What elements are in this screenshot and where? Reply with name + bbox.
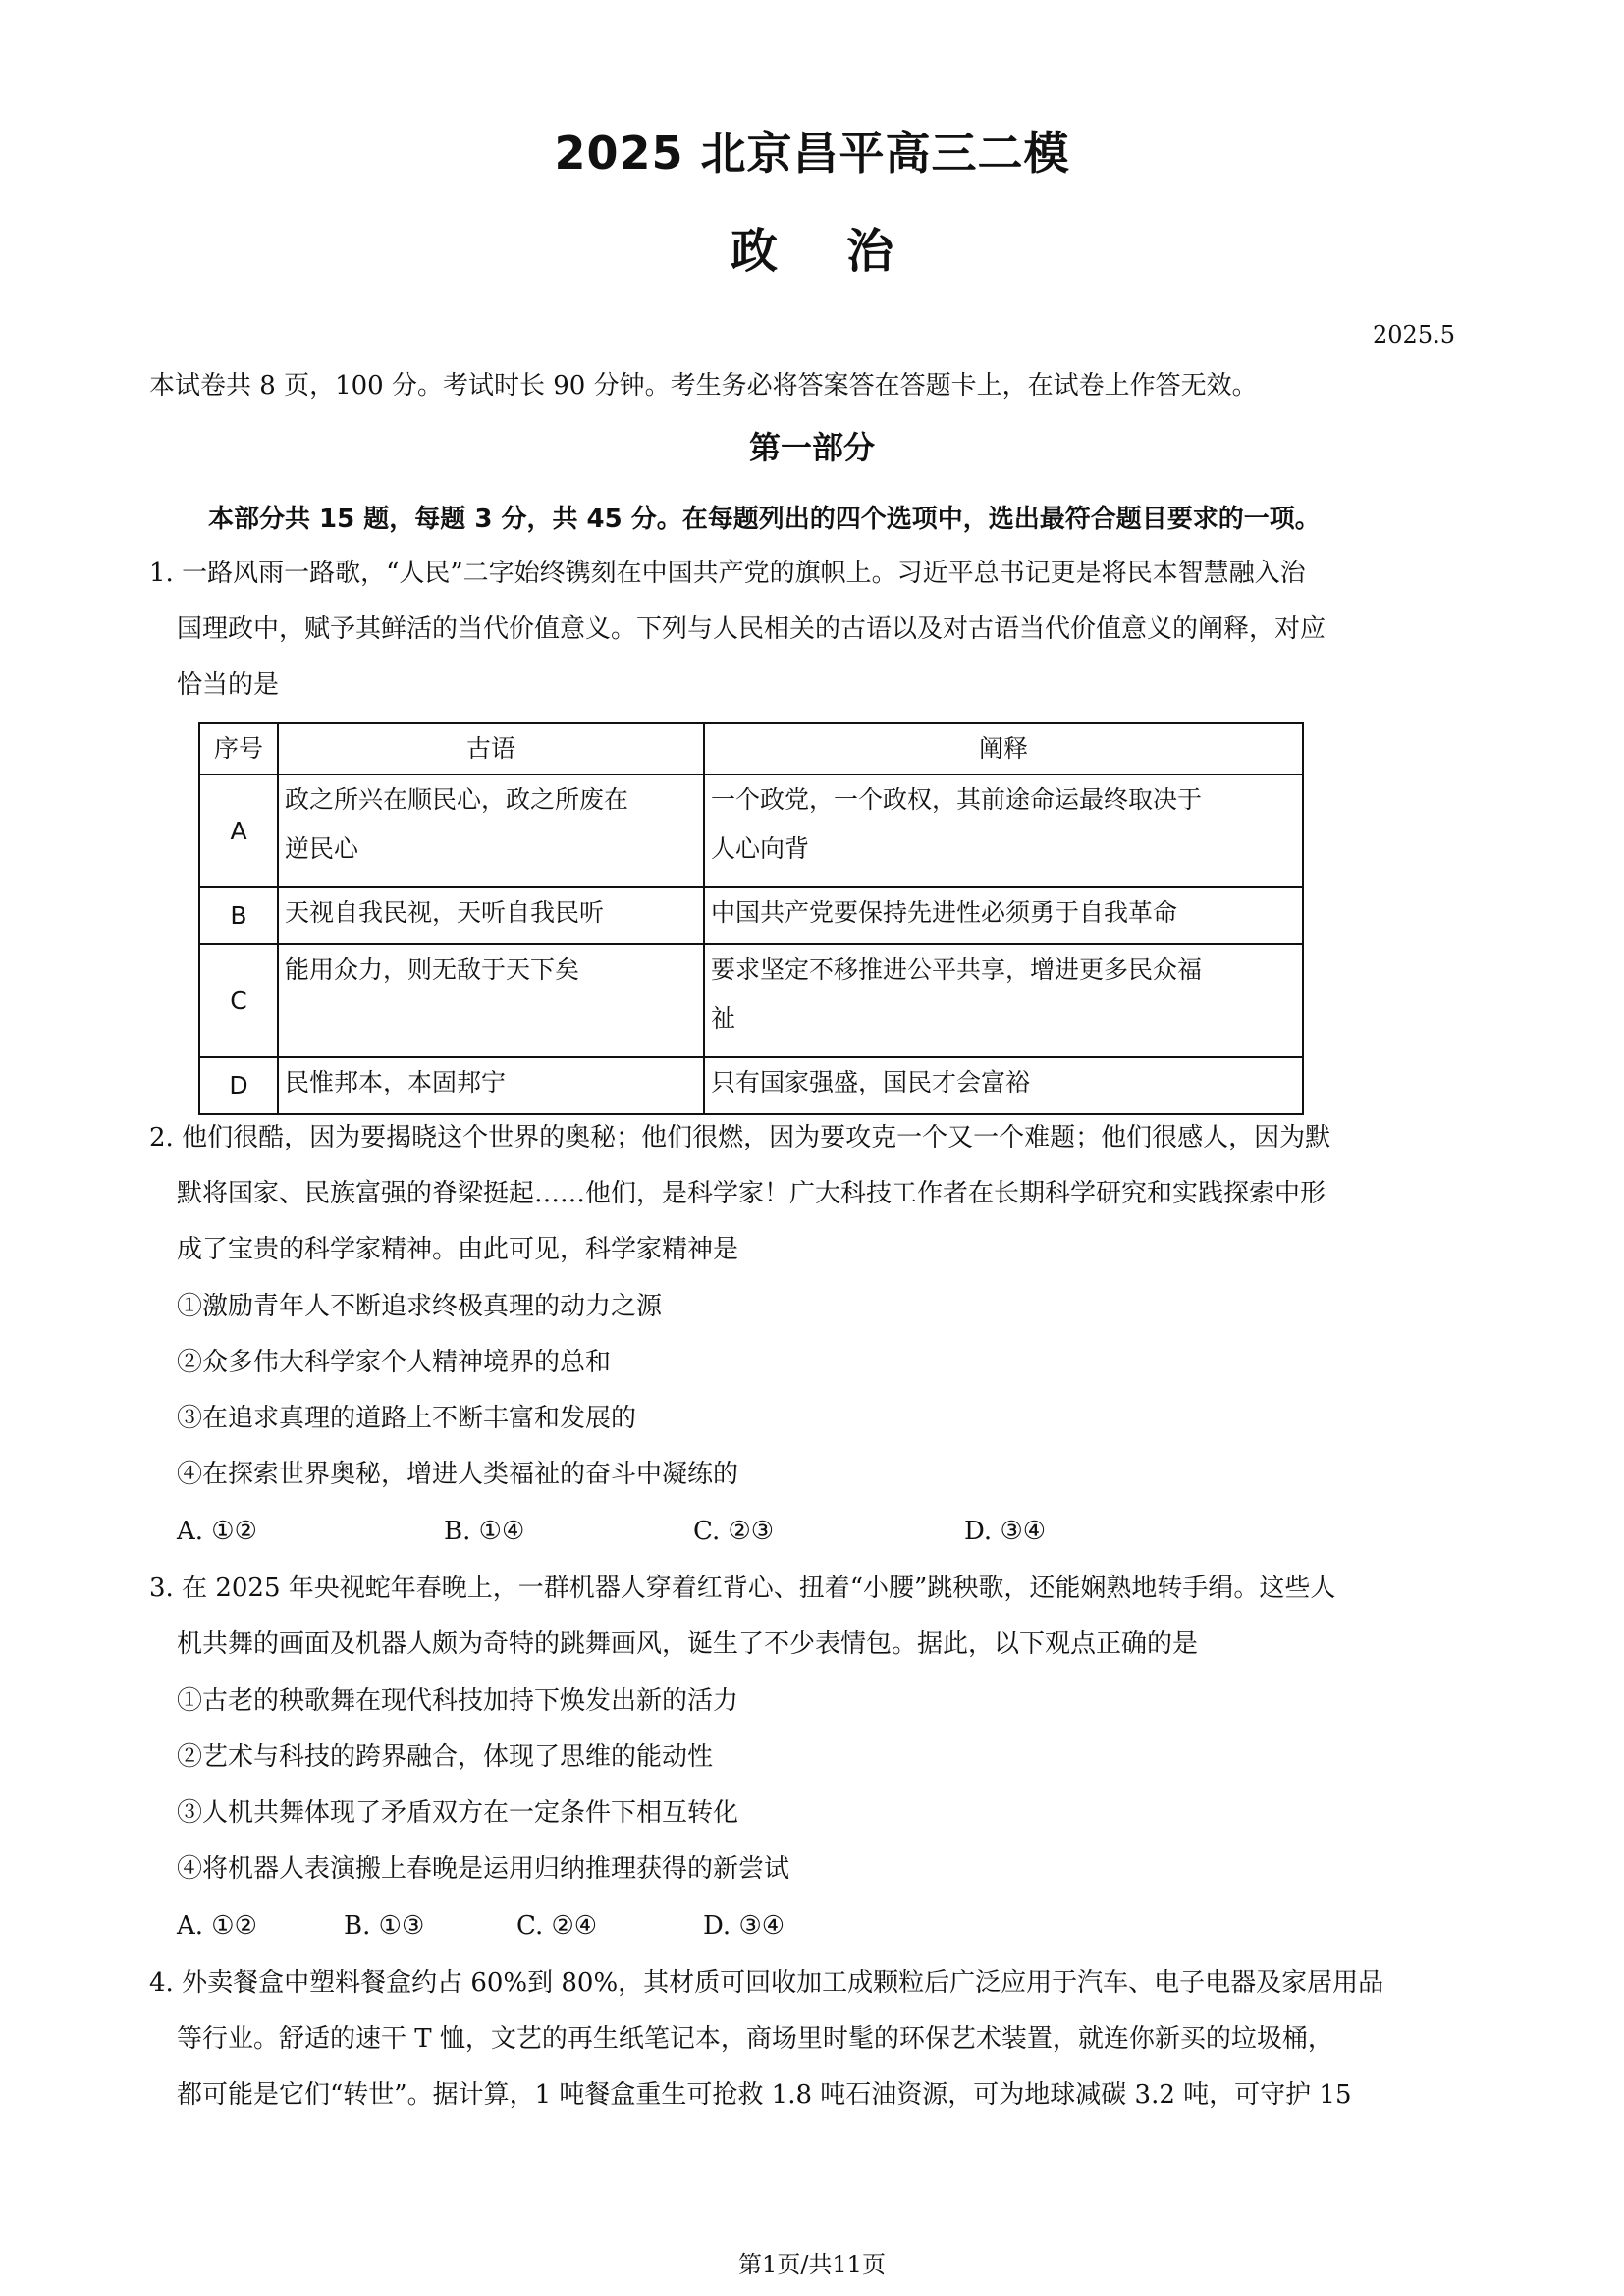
table-cell-ancient — [278, 774, 704, 887]
table-cell-ancient — [278, 1057, 704, 1114]
table-row — [199, 1057, 1303, 1114]
option-d[interactable]: D. ③④ — [964, 1517, 1047, 1546]
question-3-item: ④将机器人表演搬上春晚是运用归纳推理获得的新尝试 — [177, 1854, 790, 1884]
table-cell-seq: C — [199, 944, 278, 1057]
question-4-line: 都可能是它们“转世”。据计算，1 吨餐盒重生可抢救 1.8 吨石油资源，可为地球减碳 3.2 吨，可守护 15 — [177, 2080, 1352, 2109]
question-1-line: 国理政中，赋予其鲜活的当代价值意义。下列与人民相关的古语以及对古语当代价值意义的阐释，对应 — [177, 614, 1326, 644]
exam-date: 2025.5 — [1373, 321, 1455, 348]
option-b[interactable]: B. ①④ — [444, 1517, 525, 1546]
question-1-table — [198, 722, 1304, 1115]
cell-line: 只有国家强盛，国民才会富裕 — [711, 1068, 1031, 1096]
cell-line: 民惟邦本，本固邦宁 — [285, 1068, 507, 1096]
question-4-line: 4. 外卖餐盒中塑料餐盒约占 60%到 80%，其材质可回收加工成颗粒后广泛应用于汽车、电子电器及家居用品 — [149, 1968, 1384, 1998]
option-d[interactable]: D. ③④ — [703, 1911, 785, 1941]
question-2-item: ④在探索世界奥秘，增进人类福祉的奋斗中凝练的 — [177, 1460, 739, 1489]
question-2-line: 成了宝贵的科学家精神。由此可见，科学家精神是 — [177, 1235, 739, 1264]
question-3-line: 3. 在 2025 年央视蛇年春晚上，一群机器人穿着红背心、扭着“小腰”跳秧歌，还能娴熟地转手绢。这些人 — [149, 1574, 1336, 1603]
question-2-line: 2. 他们很酷，因为要揭晓这个世界的奥秘；他们很燃，因为要攻克一个又一个难题；他们很感人，因为默 — [149, 1123, 1331, 1152]
question-3-item: ②艺术与科技的跨界融合，体现了思维的能动性 — [177, 1742, 714, 1772]
table-cell-ancient — [278, 944, 704, 1057]
cell-line: 天视自我民视，天听自我民听 — [285, 898, 605, 927]
option-a[interactable]: A. ①② — [177, 1517, 257, 1546]
option-b[interactable]: B. ①③ — [344, 1911, 425, 1941]
question-2-item: ③在追求真理的道路上不断丰富和发展的 — [177, 1404, 637, 1433]
section-note: 本部分共 15 题，每题 3 分，共 45 分。在每题列出的四个选项中，选出最符合题目要求的一项。 — [208, 505, 1321, 534]
table-header-explain: 阐释 — [704, 723, 1303, 774]
question-2-line: 默将国家、民族富强的脊梁挺起……他们，是科学家！广大科技工作者在长期科学研究和实践探索中形 — [177, 1179, 1326, 1208]
question-1-line: 恰当的是 — [177, 670, 280, 700]
cell-line: 要求坚定不移推进公平共享，增进更多民众福 — [711, 955, 1203, 984]
question-2-item: ②众多伟大科学家个人精神境界的总和 — [177, 1348, 612, 1377]
question-1-line: 1. 一路风雨一路歌，“人民”二字始终镌刻在中国共产党的旗帜上。习近平总书记更是将民本智慧融入治 — [149, 559, 1306, 588]
table-cell-explain — [704, 774, 1303, 887]
table-header-seq: 序号 — [199, 723, 278, 774]
cell-line: 一个政党，一个政权，其前途命运最终取决于 — [711, 785, 1203, 814]
table-cell-seq: D — [199, 1057, 278, 1114]
subject-title: 政治 — [730, 224, 962, 279]
question-2-options — [177, 1515, 1159, 1548]
page-footer: 第1页/共11页 — [738, 2251, 886, 2278]
option-c[interactable]: C. ②③ — [693, 1517, 775, 1546]
table-cell-explain — [704, 944, 1303, 1057]
question-2-item: ①激励青年人不断追求终极真理的动力之源 — [177, 1292, 663, 1321]
question-3-item: ③人机共舞体现了矛盾双方在一定条件下相互转化 — [177, 1798, 739, 1828]
cell-line: 人心向背 — [711, 834, 810, 863]
table-cell-seq: A — [199, 774, 278, 887]
table-header-ancient: 古语 — [278, 723, 704, 774]
question-4-line: 等行业。舒适的速干 T 恤，文艺的再生纸笔记本，商场里时髦的环保艺术装置，就连你新买的垃圾桶， — [177, 2024, 1333, 2054]
question-3-options — [177, 1909, 864, 1943]
table-row — [199, 944, 1303, 1057]
table-header-row — [199, 723, 1303, 774]
instructions: 本试卷共 8 页，100 分。考试时长 90 分钟。考生务必将答案答在答题卡上，在试卷上作答无效。 — [149, 371, 1258, 400]
cell-line: 中国共产党要保持先进性必须勇于自我革命 — [711, 898, 1178, 927]
table-row — [199, 774, 1303, 887]
option-a[interactable]: A. ①② — [177, 1911, 257, 1941]
cell-line: 逆民心 — [285, 834, 359, 863]
table-row — [199, 887, 1303, 944]
question-3-item: ①古老的秧歌舞在现代科技加持下焕发出新的活力 — [177, 1686, 739, 1716]
table-cell-ancient — [278, 887, 704, 944]
table-cell-explain — [704, 1057, 1303, 1114]
section-title: 第一部分 — [748, 429, 875, 466]
table-cell-seq: B — [199, 887, 278, 944]
cell-line: 祉 — [711, 1004, 736, 1033]
table-cell-explain — [704, 887, 1303, 944]
exam-title: 2025 北京昌平高三二模 — [554, 127, 1070, 180]
cell-line: 能用众力，则无敌于天下矣 — [285, 955, 580, 984]
question-3-line: 机共舞的画面及机器人颇为奇特的跳舞画风，诞生了不少表情包。据此，以下观点正确的是 — [177, 1629, 1199, 1659]
option-c[interactable]: C. ②④ — [516, 1911, 598, 1941]
cell-line: 政之所兴在顺民心，政之所废在 — [285, 785, 629, 814]
